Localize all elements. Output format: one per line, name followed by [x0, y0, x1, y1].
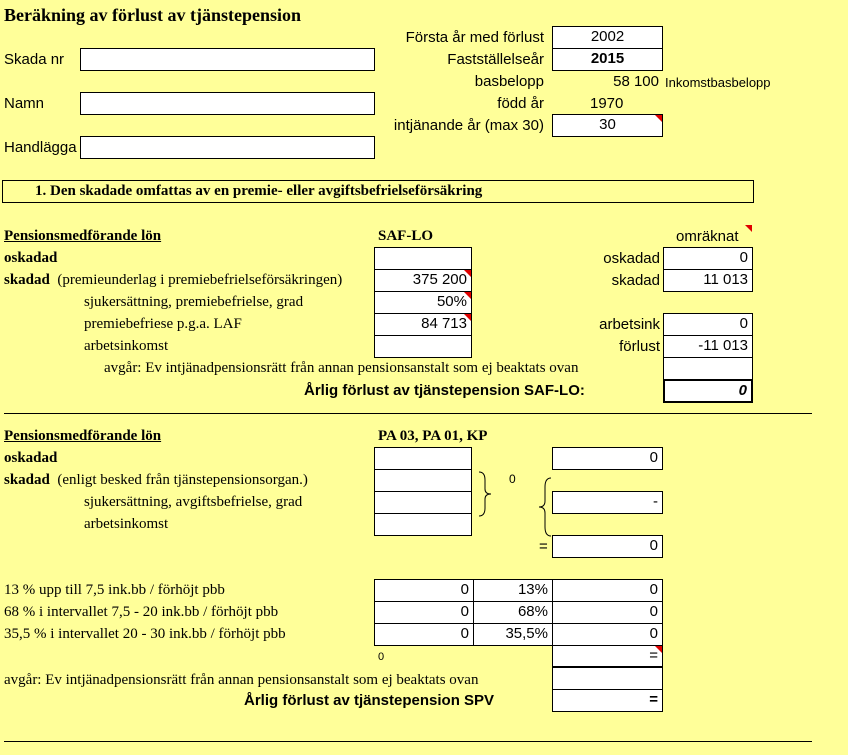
saf-oskadad-input[interactable] — [374, 247, 472, 270]
basbelopp-note: Inkomstbasbelopp — [665, 75, 771, 90]
interval-below-zero: 0 — [378, 651, 385, 663]
pa-oskadad-result: 0 — [552, 447, 663, 470]
saf-skadad-input[interactable]: 375 200 — [374, 269, 472, 292]
right-brace-icon — [476, 470, 494, 518]
omraknat-label: omräknat — [676, 228, 739, 245]
fodd-ar-value: 1970 — [590, 95, 624, 112]
saf-total-value: 0 — [663, 379, 753, 403]
r-arbetsink-label: arbetsink — [599, 316, 660, 333]
pa-arbetsinkomst-input[interactable] — [374, 513, 472, 536]
spv-avgar-input[interactable] — [552, 667, 663, 690]
faststallelsear-field[interactable]: 2015 — [552, 48, 663, 71]
handlaggare-input[interactable] — [80, 136, 375, 159]
interval-row-2-percent: 68% — [473, 601, 553, 624]
interval-row-3-percent: 35,5% — [473, 623, 553, 646]
interval-row-2-amount: 0 — [374, 601, 474, 624]
spv-total-value: = — [552, 689, 663, 712]
intjanande-label: intjänande år (max 30) — [393, 117, 544, 134]
r-oskadad-value: 0 — [663, 247, 753, 270]
basbelopp-label: basbelopp — [474, 73, 544, 90]
saf-arbetsinkomst-input[interactable] — [374, 335, 472, 358]
pa-oskadad-input[interactable] — [374, 447, 472, 470]
saf-skadad-row-label — [4, 272, 372, 289]
handlaggare-label: Handlägga — [4, 139, 77, 156]
pa-oskadad-label: oskadad — [4, 450, 58, 466]
pa-heading: Pensionsmedförande lön — [4, 428, 162, 444]
faststallelsear-label: Fastställelseår — [447, 51, 544, 68]
forsta-ar-field[interactable]: 2002 — [552, 26, 663, 49]
brace-zero: 0 — [509, 472, 516, 486]
pa-column-title: PA 03, PA 01, KP — [378, 428, 488, 444]
interval-row-3-amount: 0 — [374, 623, 474, 646]
skada-nr-label: Skada nr — [4, 51, 65, 68]
interval-row-1-result: 0 — [552, 579, 663, 602]
basbelopp-value: 58 100 — [613, 73, 659, 90]
pa-skadad-note: (enligt besked från tjänstepensionsorgan.) — [57, 472, 308, 488]
pa-equals-sign: = — [539, 538, 548, 555]
interval-row-1-amount: 0 — [374, 579, 474, 602]
saf-avgar-input[interactable] — [663, 357, 753, 380]
saf-arbetsinkomst-label: arbetsinkomst — [84, 338, 169, 354]
pa-skadad-label: skadad — [4, 472, 50, 488]
pa-arbetsinkomst-label: arbetsinkomst — [84, 516, 169, 532]
saf-avgar-label: avgår: Ev intjänadpensionsrätt från annan pensionsanstalt som ej beaktats ovan — [104, 360, 579, 376]
skada-nr-input[interactable] — [80, 48, 375, 71]
pa-result: 0 — [552, 535, 663, 558]
interval-row-2-result: 0 — [552, 601, 663, 624]
saf-sjuk-label: sjukersättning, premiebefrielse, grad — [84, 294, 304, 310]
saf-premie-input[interactable]: 84 713 — [374, 313, 472, 336]
spv-avgar-label: avgår: Ev intjänadpensionsrätt från annan pensionsanstalt som ej beaktats ovan — [4, 672, 479, 688]
saf-oskadad-label: oskadad — [4, 250, 58, 266]
namn-label: Namn — [4, 95, 45, 112]
r-skadad-label: skadad — [611, 272, 660, 289]
r-skadad-value: 11 013 — [663, 269, 753, 292]
spv-total-label: Årlig förlust av tjänstepension SPV — [244, 692, 495, 709]
r-oskadad-label: oskadad — [603, 250, 660, 267]
saf-sjuk-input[interactable]: 50% — [374, 291, 472, 314]
pa-dash-result: - — [552, 491, 663, 514]
saf-skadad-note: (premieunderlag i premiebefrielseförsäkringen) — [57, 272, 343, 288]
saf-skadad-label: skadad — [4, 272, 50, 288]
namn-input[interactable] — [80, 92, 375, 115]
forsta-ar-label: Första år med förlust — [405, 29, 544, 46]
r-forlust-value: -11 013 — [663, 335, 753, 358]
bottom-divider — [4, 741, 812, 742]
r-arbetsink-value: 0 — [663, 313, 753, 336]
pa-skadad-row-label — [4, 472, 308, 489]
r-forlust-label: förlust — [619, 338, 660, 355]
intjanande-field[interactable]: 30 — [552, 114, 663, 137]
interval-sum: = — [552, 645, 663, 667]
fodd-ar-label: född år — [497, 95, 544, 112]
page-title: Beräkning av förlust av tjänstepension — [4, 5, 302, 25]
interval-row-2-label: 68 % i intervallet 7,5 - 20 ink.bb / förhöjt pbb — [4, 604, 279, 620]
saf-total-label: Årlig förlust av tjänstepension SAF-LO: — [304, 382, 585, 399]
saf-premie-label: premiebefriese p.g.a. LAF — [84, 316, 242, 332]
saf-column-title: SAF-LO — [378, 228, 434, 244]
pa-sjuk-input[interactable] — [374, 491, 472, 514]
saf-heading: Pensionsmedförande lön — [4, 228, 162, 244]
pa-sjuk-label: sjukersättning, avgiftsbefrielse, grad — [84, 494, 303, 510]
interval-row-1-percent: 13% — [473, 579, 553, 602]
section-1-heading: 1. Den skadade omfattas av en premie- eller avgiftsbefrielseförsäkring — [2, 180, 754, 203]
comment-marker-icon — [745, 225, 752, 232]
pa-skadad-input[interactable] — [374, 469, 472, 492]
section-divider — [4, 413, 812, 414]
interval-row-3-result: 0 — [552, 623, 663, 646]
interval-row-1-label: 13 % upp till 7,5 ink.bb / förhöjt pbb — [4, 582, 225, 598]
interval-row-3-label: 35,5 % i intervallet 20 - 30 ink.bb / förhöjt pbb — [4, 626, 286, 642]
